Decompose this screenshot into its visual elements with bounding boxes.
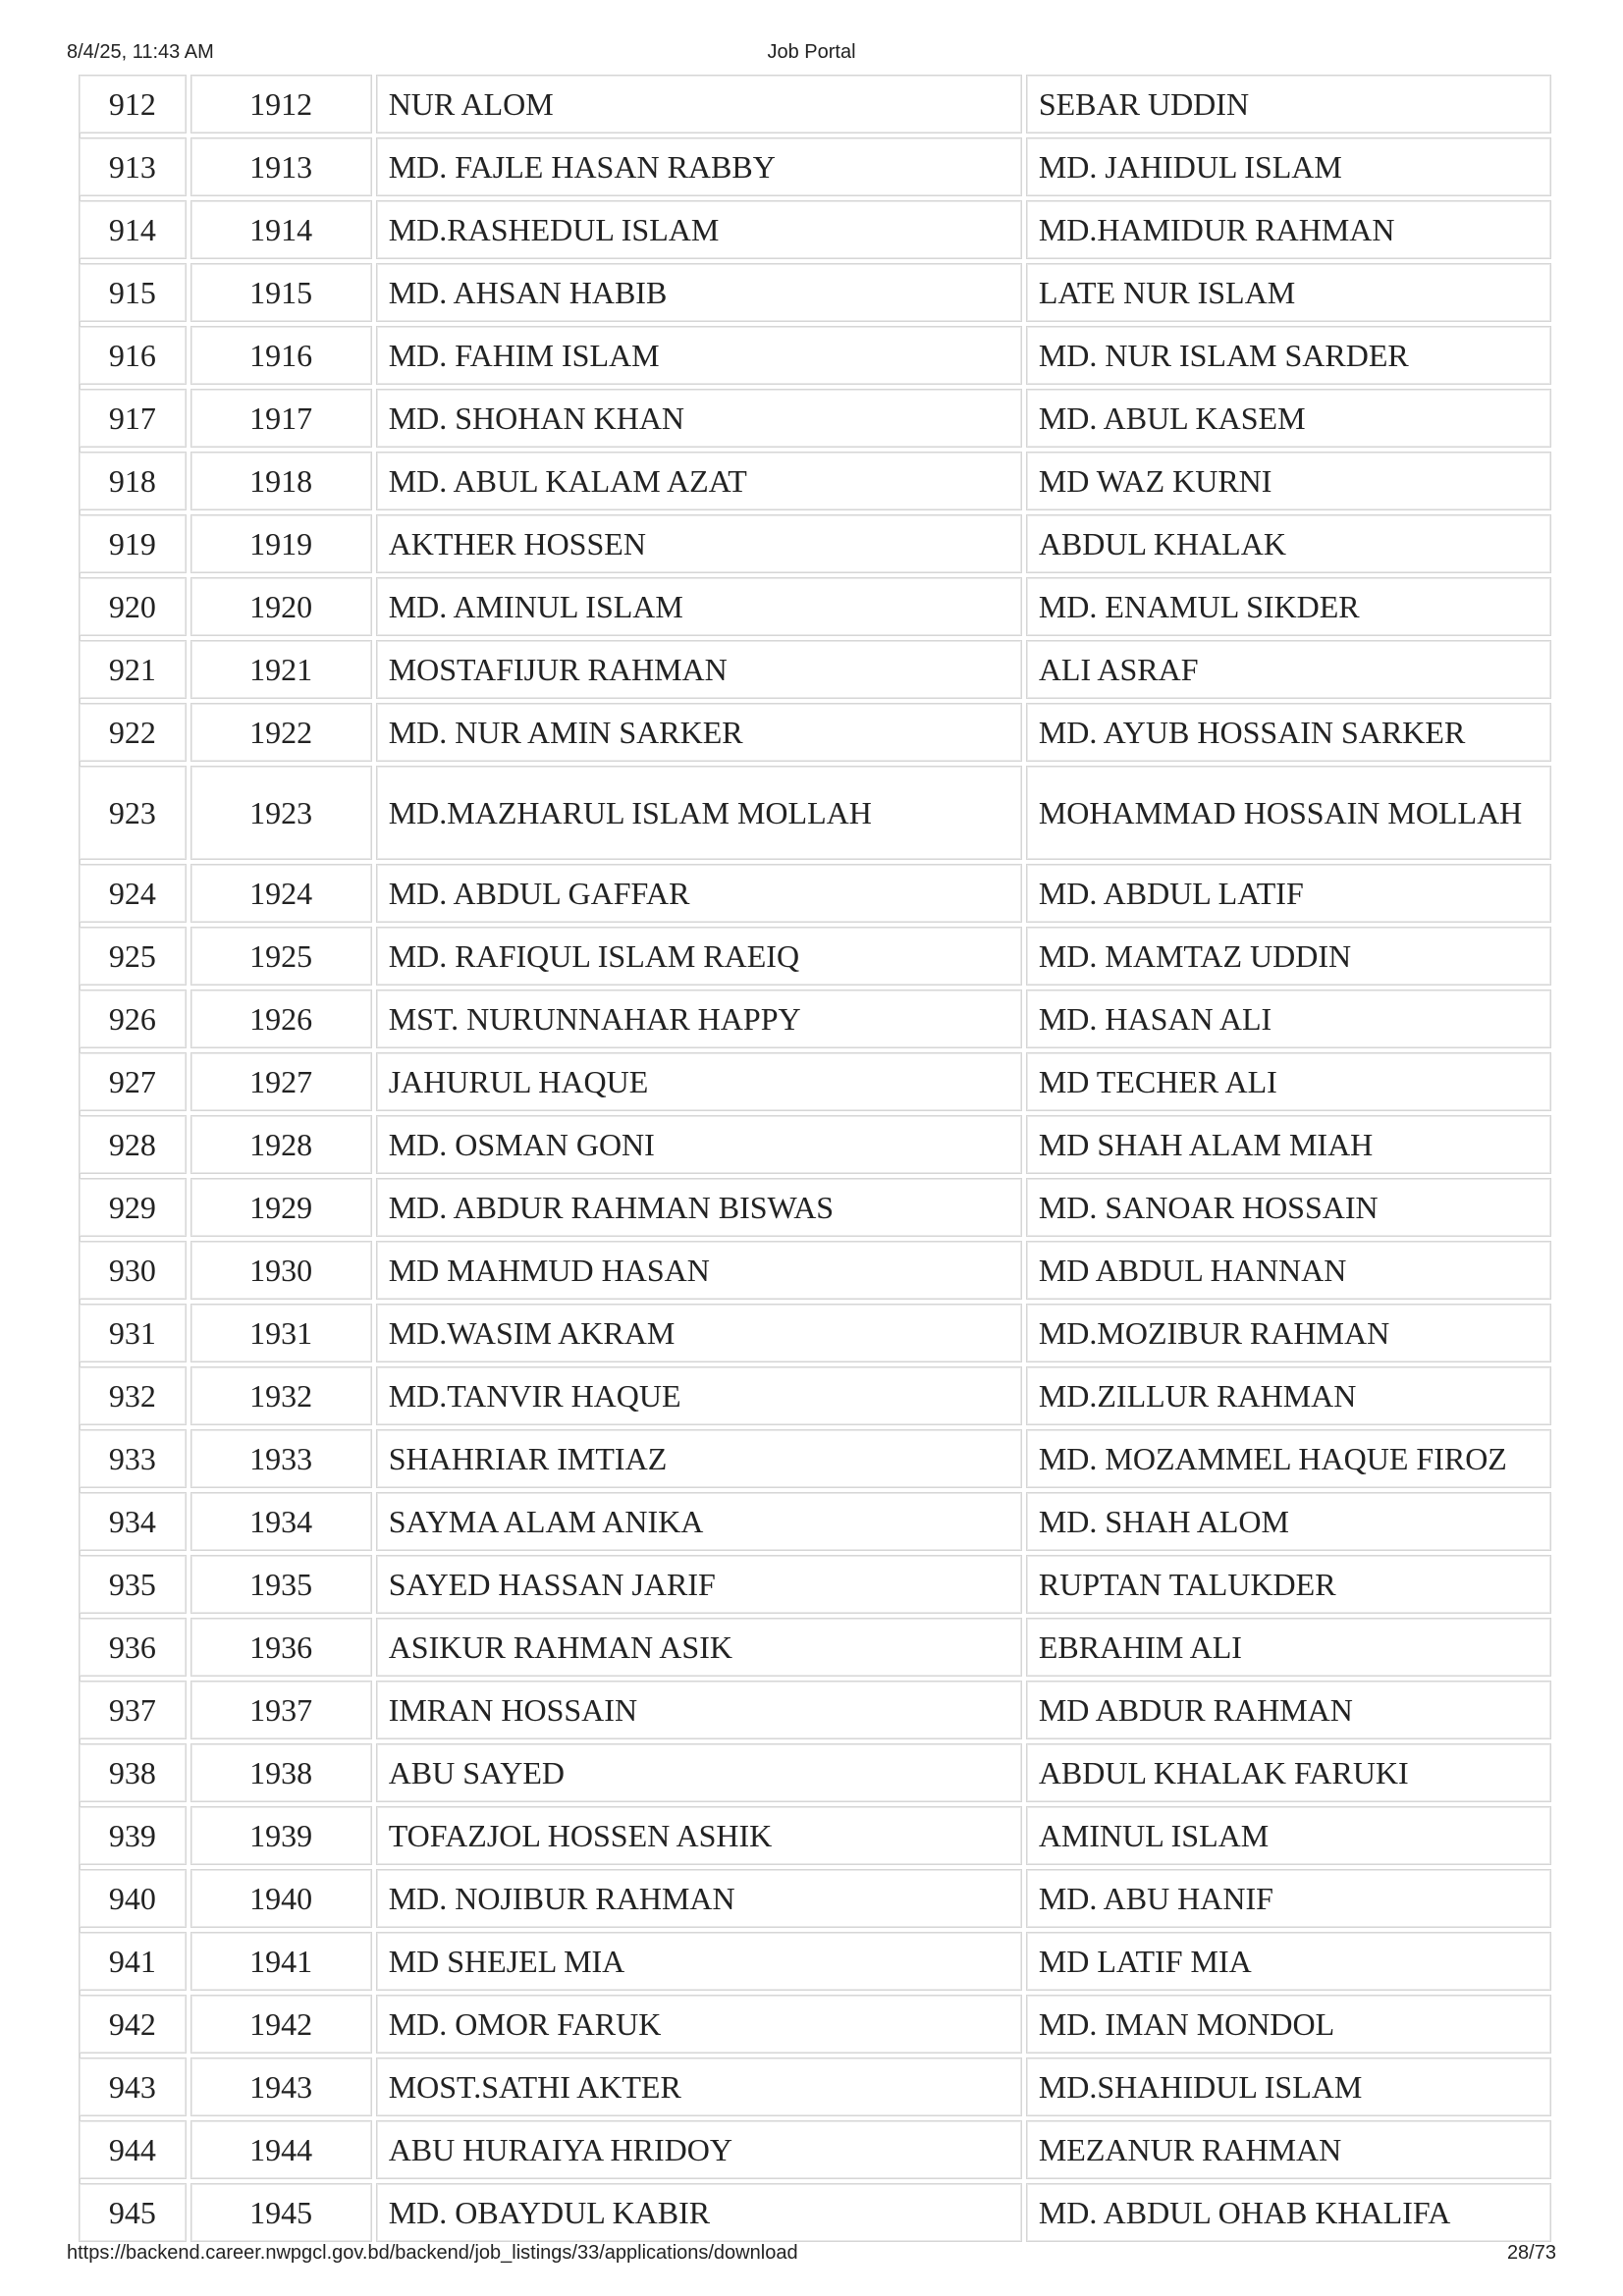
father-name-cell: MOHAMMAD HOSSAIN MOLLAH — [1026, 766, 1551, 860]
roll-cell: 1930 — [190, 1241, 372, 1300]
table-row — [79, 1681, 1551, 1739]
father-name-cell: MD LATIF MIA — [1026, 1932, 1551, 1991]
name-cell: ABU SAYED — [376, 1743, 1022, 1802]
serial-cell: 927 — [79, 1052, 187, 1111]
roll-cell: 1942 — [190, 1995, 372, 2054]
father-name-cell: ABDUL KHALAK — [1026, 514, 1551, 573]
name-cell: MD.WASIM AKRAM — [376, 1304, 1022, 1362]
serial-cell: 923 — [79, 766, 187, 860]
roll-cell: 1936 — [190, 1618, 372, 1677]
table-row — [79, 1115, 1551, 1174]
source-url: https://backend.career.nwpgcl.gov.bd/backend/job_listings/33/applications/download — [67, 2242, 798, 2264]
table-row — [79, 1555, 1551, 1614]
serial-cell: 934 — [79, 1492, 187, 1551]
serial-cell: 941 — [79, 1932, 187, 1991]
roll-cell: 1941 — [190, 1932, 372, 1991]
table-row — [79, 577, 1551, 636]
serial-cell: 917 — [79, 389, 187, 448]
serial-cell: 916 — [79, 326, 187, 385]
name-cell: MD. FAHIM ISLAM — [376, 326, 1022, 385]
table-row — [79, 640, 1551, 699]
roll-cell: 1940 — [190, 1869, 372, 1928]
table-row — [79, 452, 1551, 510]
page-header — [0, 41, 1623, 71]
name-cell: MD MAHMUD HASAN — [376, 1241, 1022, 1300]
father-name-cell: MD. NUR ISLAM SARDER — [1026, 326, 1551, 385]
print-datetime: 8/4/25, 11:43 AM — [67, 41, 214, 63]
name-cell: SAYMA ALAM ANIKA — [376, 1492, 1022, 1551]
table-row — [79, 137, 1551, 196]
father-name-cell: MD. ENAMUL SIKDER — [1026, 577, 1551, 636]
name-cell: MOST.SATHI AKTER — [376, 2057, 1022, 2116]
serial-cell: 914 — [79, 200, 187, 259]
serial-cell: 937 — [79, 1681, 187, 1739]
roll-cell: 1939 — [190, 1806, 372, 1865]
table-row — [79, 1806, 1551, 1865]
serial-cell: 918 — [79, 452, 187, 510]
applicants-table — [75, 71, 1555, 2246]
roll-cell: 1920 — [190, 577, 372, 636]
serial-cell: 940 — [79, 1869, 187, 1928]
roll-cell: 1935 — [190, 1555, 372, 1614]
father-name-cell: MD. ABUL KASEM — [1026, 389, 1551, 448]
serial-cell: 939 — [79, 1806, 187, 1865]
name-cell: MD. AMINUL ISLAM — [376, 577, 1022, 636]
serial-cell: 926 — [79, 989, 187, 1048]
table-row — [79, 1492, 1551, 1551]
table-row — [79, 514, 1551, 573]
table-row — [79, 703, 1551, 762]
roll-cell: 1912 — [190, 75, 372, 133]
table-row — [79, 989, 1551, 1048]
name-cell: AKTHER HOSSEN — [376, 514, 1022, 573]
father-name-cell: MD. AYUB HOSSAIN SARKER — [1026, 703, 1551, 762]
serial-cell: 943 — [79, 2057, 187, 2116]
serial-cell: 920 — [79, 577, 187, 636]
roll-cell: 1933 — [190, 1429, 372, 1488]
table-row — [79, 1429, 1551, 1488]
page-footer — [0, 2242, 1623, 2271]
name-cell: MD.RASHEDUL ISLAM — [376, 200, 1022, 259]
name-cell: MOSTAFIJUR RAHMAN — [376, 640, 1022, 699]
roll-cell: 1928 — [190, 1115, 372, 1174]
father-name-cell: EBRAHIM ALI — [1026, 1618, 1551, 1677]
serial-cell: 921 — [79, 640, 187, 699]
roll-cell: 1918 — [190, 452, 372, 510]
father-name-cell: MD SHAH ALAM MIAH — [1026, 1115, 1551, 1174]
serial-cell: 924 — [79, 864, 187, 923]
father-name-cell: MD.MOZIBUR RAHMAN — [1026, 1304, 1551, 1362]
roll-cell: 1929 — [190, 1178, 372, 1237]
roll-cell: 1917 — [190, 389, 372, 448]
roll-cell: 1932 — [190, 1366, 372, 1425]
father-name-cell: MEZANUR RAHMAN — [1026, 2120, 1551, 2179]
serial-cell: 915 — [79, 263, 187, 322]
name-cell: JAHURUL HAQUE — [376, 1052, 1022, 1111]
table-row — [79, 1869, 1551, 1928]
name-cell: MD.TANVIR HAQUE — [376, 1366, 1022, 1425]
name-cell: MD. NUR AMIN SARKER — [376, 703, 1022, 762]
table-row — [79, 200, 1551, 259]
father-name-cell: MD.SHAHIDUL ISLAM — [1026, 2057, 1551, 2116]
name-cell: MD SHEJEL MIA — [376, 1932, 1022, 1991]
table-row — [79, 1366, 1551, 1425]
name-cell: TOFAZJOL HOSSEN ASHIK — [376, 1806, 1022, 1865]
father-name-cell: ALI ASRAF — [1026, 640, 1551, 699]
page-title: Job Portal — [767, 41, 856, 63]
table-row — [79, 1052, 1551, 1111]
name-cell: MD. OBAYDUL KABIR — [376, 2183, 1022, 2242]
father-name-cell: ABDUL KHALAK FARUKI — [1026, 1743, 1551, 1802]
father-name-cell: RUPTAN TALUKDER — [1026, 1555, 1551, 1614]
table-row — [79, 1618, 1551, 1677]
name-cell: MD. ABDUL GAFFAR — [376, 864, 1022, 923]
roll-cell: 1922 — [190, 703, 372, 762]
table-row — [79, 2120, 1551, 2179]
serial-cell: 932 — [79, 1366, 187, 1425]
table-row — [79, 75, 1551, 133]
table-row — [79, 1241, 1551, 1300]
serial-cell: 912 — [79, 75, 187, 133]
serial-cell: 930 — [79, 1241, 187, 1300]
father-name-cell: MD TECHER ALI — [1026, 1052, 1551, 1111]
roll-cell: 1923 — [190, 766, 372, 860]
roll-cell: 1927 — [190, 1052, 372, 1111]
name-cell: MD.MAZHARUL ISLAM MOLLAH — [376, 766, 1022, 860]
father-name-cell: MD. JAHIDUL ISLAM — [1026, 137, 1551, 196]
name-cell: MD. AHSAN HABIB — [376, 263, 1022, 322]
roll-cell: 1914 — [190, 200, 372, 259]
table-row — [79, 1743, 1551, 1802]
roll-cell: 1919 — [190, 514, 372, 573]
roll-cell: 1937 — [190, 1681, 372, 1739]
father-name-cell: MD. SANOAR HOSSAIN — [1026, 1178, 1551, 1237]
serial-cell: 919 — [79, 514, 187, 573]
name-cell: MD. ABDUR RAHMAN BISWAS — [376, 1178, 1022, 1237]
name-cell: ASIKUR RAHMAN ASIK — [376, 1618, 1022, 1677]
father-name-cell: MD. IMAN MONDOL — [1026, 1995, 1551, 2054]
roll-cell: 1921 — [190, 640, 372, 699]
table-row — [79, 2183, 1551, 2242]
serial-cell: 935 — [79, 1555, 187, 1614]
father-name-cell: MD. ABDUL LATIF — [1026, 864, 1551, 923]
table-row — [79, 263, 1551, 322]
table-row — [79, 326, 1551, 385]
name-cell: SHAHRIAR IMTIAZ — [376, 1429, 1022, 1488]
roll-cell: 1924 — [190, 864, 372, 923]
serial-cell: 928 — [79, 1115, 187, 1174]
table-row — [79, 927, 1551, 986]
roll-cell: 1943 — [190, 2057, 372, 2116]
serial-cell: 929 — [79, 1178, 187, 1237]
father-name-cell: LATE NUR ISLAM — [1026, 263, 1551, 322]
table-row — [79, 766, 1551, 860]
name-cell: NUR ALOM — [376, 75, 1022, 133]
father-name-cell: MD. SHAH ALOM — [1026, 1492, 1551, 1551]
serial-cell: 925 — [79, 927, 187, 986]
applicants-table-body — [79, 75, 1551, 2242]
table-row — [79, 1178, 1551, 1237]
serial-cell: 945 — [79, 2183, 187, 2242]
serial-cell: 933 — [79, 1429, 187, 1488]
roll-cell: 1925 — [190, 927, 372, 986]
father-name-cell: MD. MAMTAZ UDDIN — [1026, 927, 1551, 986]
table-row — [79, 1932, 1551, 1991]
father-name-cell: SEBAR UDDIN — [1026, 75, 1551, 133]
roll-cell: 1926 — [190, 989, 372, 1048]
name-cell: MST. NURUNNAHAR HAPPY — [376, 989, 1022, 1048]
roll-cell: 1913 — [190, 137, 372, 196]
name-cell: MD. ABUL KALAM AZAT — [376, 452, 1022, 510]
serial-cell: 936 — [79, 1618, 187, 1677]
serial-cell: 942 — [79, 1995, 187, 2054]
father-name-cell: MD.HAMIDUR RAHMAN — [1026, 200, 1551, 259]
father-name-cell: MD. ABDUL OHAB KHALIFA — [1026, 2183, 1551, 2242]
father-name-cell: MD ABDUL HANNAN — [1026, 1241, 1551, 1300]
name-cell: MD. OSMAN GONI — [376, 1115, 1022, 1174]
table-row — [79, 1995, 1551, 2054]
name-cell: SAYED HASSAN JARIF — [376, 1555, 1022, 1614]
name-cell: MD. FAJLE HASAN RABBY — [376, 137, 1022, 196]
name-cell: MD. RAFIQUL ISLAM RAEIQ — [376, 927, 1022, 986]
father-name-cell: AMINUL ISLAM — [1026, 1806, 1551, 1865]
roll-cell: 1944 — [190, 2120, 372, 2179]
table-row — [79, 2057, 1551, 2116]
table-row — [79, 864, 1551, 923]
roll-cell: 1916 — [190, 326, 372, 385]
serial-cell: 922 — [79, 703, 187, 762]
serial-cell: 944 — [79, 2120, 187, 2179]
serial-cell: 931 — [79, 1304, 187, 1362]
applicants-table-wrapper — [79, 75, 1555, 2246]
table-row — [79, 1304, 1551, 1362]
roll-cell: 1915 — [190, 263, 372, 322]
name-cell: MD. NOJIBUR RAHMAN — [376, 1869, 1022, 1928]
father-name-cell: MD. MOZAMMEL HAQUE FIROZ — [1026, 1429, 1551, 1488]
father-name-cell: MD.ZILLUR RAHMAN — [1026, 1366, 1551, 1425]
father-name-cell: MD ABDUR RAHMAN — [1026, 1681, 1551, 1739]
roll-cell: 1938 — [190, 1743, 372, 1802]
table-row — [79, 389, 1551, 448]
roll-cell: 1934 — [190, 1492, 372, 1551]
father-name-cell: MD. HASAN ALI — [1026, 989, 1551, 1048]
name-cell: MD. OMOR FARUK — [376, 1995, 1022, 2054]
name-cell: IMRAN HOSSAIN — [376, 1681, 1022, 1739]
father-name-cell: MD WAZ KURNI — [1026, 452, 1551, 510]
father-name-cell: MD. ABU HANIF — [1026, 1869, 1551, 1928]
name-cell: ABU HURAIYA HRIDOY — [376, 2120, 1022, 2179]
roll-cell: 1945 — [190, 2183, 372, 2242]
roll-cell: 1931 — [190, 1304, 372, 1362]
page-number: 28/73 — [1506, 2242, 1556, 2264]
name-cell: MD. SHOHAN KHAN — [376, 389, 1022, 448]
serial-cell: 938 — [79, 1743, 187, 1802]
serial-cell: 913 — [79, 137, 187, 196]
